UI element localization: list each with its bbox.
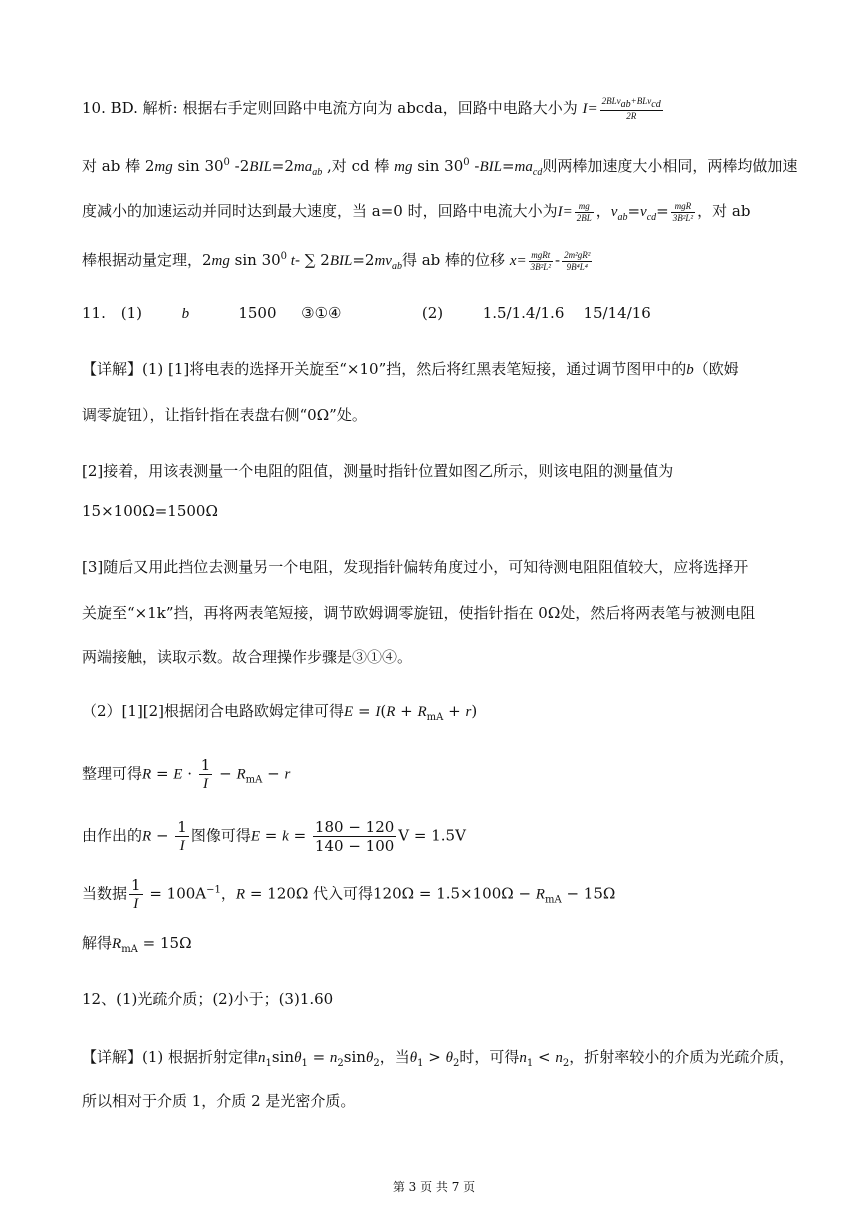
q11-answer-line xyxy=(82,302,651,325)
q10-displacement-fraction-2: $\frac{\text{2m²gR²}}{\text{9B⁴L⁴}}$ xyxy=(564,249,591,272)
q10-line-3: 度减小的加速运动并同时达到最大速度，当 a=0 时，回路中电流大小为I= $\frac{mg}{2BL}$ ，$v_{ab}=v_{cd}=$ $\frac{\text{mgR}}{\text{3B²L²}}$ ，对 ab xyxy=(82,200,751,223)
q11-answer-b: b xyxy=(181,306,190,322)
q11-answer-resistance: 15/14/16 xyxy=(583,304,651,322)
q11-answer-1500: 1500 xyxy=(238,304,277,322)
q11-part1-label: (1) xyxy=(120,304,143,322)
q11-equation-2: 整理可得R = E · $\frac{1}{I}$ − $R_{mA} - r$ xyxy=(82,756,291,792)
q11-detail-3-line-3: 两端接触，读取示数。故合理操作步骤是③①④。 xyxy=(82,648,413,666)
q10-line-4: 棒根据动量定理，2mg $\sin 30^0$ t- ∑ $2BIL=2mv_{ab}$得 ab 棒的位移 x= $\frac{\text{mgRt}}{\text{3B²L²}}$ - $\frac{\text{2m²gR²}}{\text{9B⁴L⁴}}$ xyxy=(82,249,591,272)
q12-answer-line: 12、(1)光疏介质；(2)小于；(3)1.60 xyxy=(82,990,334,1008)
q11-equation-4-fraction: $\frac{1}{I}$ xyxy=(131,876,141,912)
q11-equation-1: （2）[1][2]根据闭合电路欧姆定律可得$E = I(R + R_{mA} + r)$ xyxy=(82,702,478,723)
q11-part2-label: (2) xyxy=(421,304,444,322)
q11-equation-3-fraction-2: $\frac{180 - 120}{140 - 100}$ xyxy=(314,818,395,855)
q10-intro: 10. BD. 解析: 根据右手定则回路中电流方向为 abcda，回路中电路大小为 xyxy=(82,98,578,117)
q11-detail-2-line-1: [2]接着，用该表测量一个电阻的阻值，测量时指针位置如图乙所示，则该电阻的测量值为 xyxy=(82,462,674,480)
q12-detail-line-2: 所以相对于介质 1，介质 2 是光密介质。 xyxy=(82,1092,356,1110)
q11-equation-2-fraction: $\frac{1}{I}$ xyxy=(200,756,211,792)
q11-number: 11. xyxy=(82,304,106,322)
q11-detail-1-line-2: 调零旋钮），让指针指在表盘右侧“0Ω”处。 xyxy=(82,406,367,424)
q11-equation-3: 由作出的R − $\frac{1}{I}$ 图像可得E = k = $\frac{180 - 120}{140 - 100}$ V = 1.5V xyxy=(82,818,466,855)
q11-equation-5: 解得$R_{mA} = 15\Omega$ xyxy=(82,934,192,955)
q10-current-fraction: $\frac{2BLv_{ab}+BLv_{cd}}{2R}$ xyxy=(601,96,661,121)
q12-detail-line-1: 【详解】(1) 根据折射定律$n_1\sin\theta_1 = n_2\sin\theta_2$，当$\theta_1 > \theta_2$时，可得$n_1 < n_2$，折射率较小的介质为光疏介质， xyxy=(82,1048,795,1069)
q10-line-1 xyxy=(82,96,665,122)
q10-max-current-fraction: $\frac{mg}{2BL}$ xyxy=(576,200,592,223)
q10-current-symbol: I= xyxy=(582,100,598,117)
q11-detail-1-line-1: 【详解】(1) [1]将电表的选择开关旋至“×10”挡，然后将红黑表笔短接，通过调节图甲中的b（欧姆 xyxy=(82,360,739,378)
q11-equation-4: 当数据 $\frac{1}{I}$ = $100A^{-1}$，R = 120Ω 代入可得$120\Omega = 1.5\times 100\Omega - R_{mA} - 15\Omega$ xyxy=(82,876,616,912)
q10-max-velocity-fraction: $\frac{\text{mgR}}{\text{3B²L²}}$ xyxy=(672,200,694,223)
page-footer: 第 3 页 共 7 页 xyxy=(392,1180,476,1194)
q11-detail-3-line-1: [3]随后又用此挡位去测量另一个电阻，发现指针偏转角度过小，可知待测电阻阻值较大，应将选择开 xyxy=(82,558,749,576)
q10-line-2: 对 ab 棒 2mg $\sin 30^0$ $-2BIL=2ma_{ab}$ ,对 cd 棒 mg $\sin 30^0$ $-BIL=ma_{cd}$则两棒加速度大小相同，两棒均做加速 xyxy=(82,157,798,178)
q10-displacement-fraction-1: $\frac{\text{mgRt}}{\text{3B²L²}}$ xyxy=(530,249,551,272)
q11-equation-3-fraction-1: $\frac{1}{I}$ xyxy=(177,818,187,854)
q11-answer-steps: ③①④ xyxy=(301,304,342,322)
q11-answer-emf: 1.5/1.4/1.6 xyxy=(482,304,565,322)
q11-detail-2-line-2: 15×100Ω=1500Ω xyxy=(82,502,218,520)
q11-detail-3-line-2: 关旋至“×1k”挡，再将两表笔短接，调节欧姆调零旋钮，使指针指在 0Ω处，然后将两表笔与被测电阻 xyxy=(82,604,756,622)
